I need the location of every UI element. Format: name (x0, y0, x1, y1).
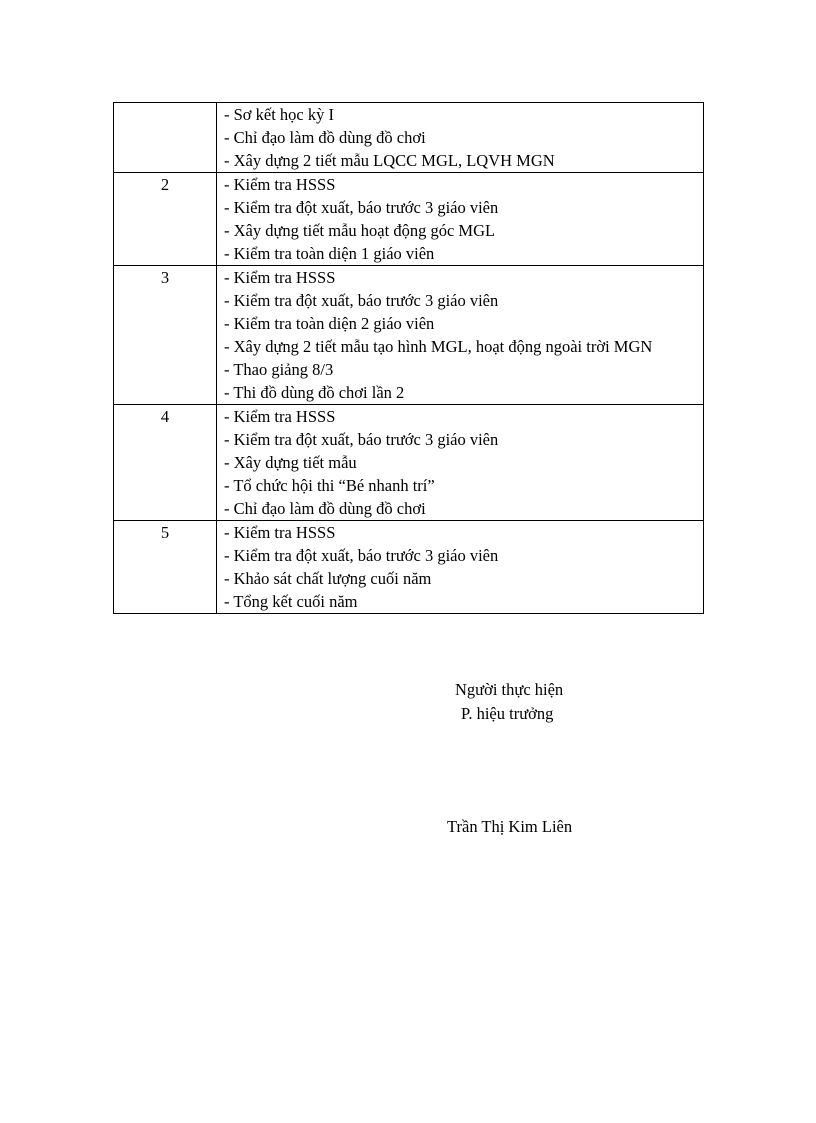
task-item: - Tổ chức hội thi “Bé nhanh trí” (224, 476, 435, 495)
table-row (114, 173, 704, 266)
table-row (114, 405, 704, 521)
task-item: - Kiểm tra HSSS (224, 523, 336, 542)
tasks-cell (217, 405, 704, 521)
task-item: - Kiểm tra đột xuất, báo trước 3 giáo viên (224, 291, 499, 310)
month-cell: 5 (114, 521, 217, 614)
month-cell: 4 (114, 405, 217, 521)
task-item: - Kiểm tra toàn diện 2 giáo viên (224, 314, 435, 333)
task-item: - Sơ kết học kỳ I (224, 105, 334, 124)
tasks-cell (217, 521, 704, 614)
table-row (114, 103, 704, 173)
month-cell: 2 (114, 173, 217, 266)
task-item: - Thi đồ dùng đồ chơi lần 2 (224, 383, 405, 402)
plan-table-body (114, 103, 704, 614)
task-item: - Khảo sát chất lượng cuối năm (224, 569, 432, 588)
plan-table (113, 102, 704, 614)
task-item: - Xây dựng tiết mẫu (224, 453, 357, 472)
tasks-cell (217, 266, 704, 405)
table-row (114, 521, 704, 614)
task-item: - Xây dựng 2 tiết mẫu LQCC MGL, LQVH MGN (224, 151, 555, 170)
signature-role-line1: Người thực hiện (455, 680, 564, 699)
month-cell (114, 103, 217, 173)
task-item: - Kiểm tra đột xuất, báo trước 3 giáo viên (224, 546, 499, 565)
table-row (114, 266, 704, 405)
task-item: - Kiểm tra đột xuất, báo trước 3 giáo viên (224, 430, 499, 449)
task-item: - Xây dựng 2 tiết mẫu tạo hình MGL, hoạt động ngoài trời MGN (224, 337, 653, 356)
tasks-cell (217, 103, 704, 173)
task-item: - Xây dựng tiết mẫu hoạt động góc MGL (224, 221, 496, 240)
month-cell: 3 (114, 266, 217, 405)
task-item: - Kiểm tra đột xuất, báo trước 3 giáo viên (224, 198, 499, 217)
task-item: - Kiểm tra HSSS (224, 268, 336, 287)
task-item: - Chỉ đạo làm đồ dùng đồ chơi (224, 128, 426, 147)
task-item: - Tổng kết cuối năm (224, 592, 358, 611)
signature-name: Trần Thị Kim Liên (447, 817, 573, 836)
task-item: - Kiểm tra HSSS (224, 407, 336, 426)
task-item: - Kiểm tra HSSS (224, 175, 336, 194)
task-item: - Kiểm tra toàn diện 1 giáo viên (224, 244, 435, 263)
tasks-cell (217, 173, 704, 266)
task-item: - Chỉ đạo làm đồ dùng đồ chơi (224, 499, 426, 518)
task-item: - Thao giảng 8/3 (224, 360, 334, 379)
signature-role-line2: P. hiệu trưởng (461, 704, 554, 723)
